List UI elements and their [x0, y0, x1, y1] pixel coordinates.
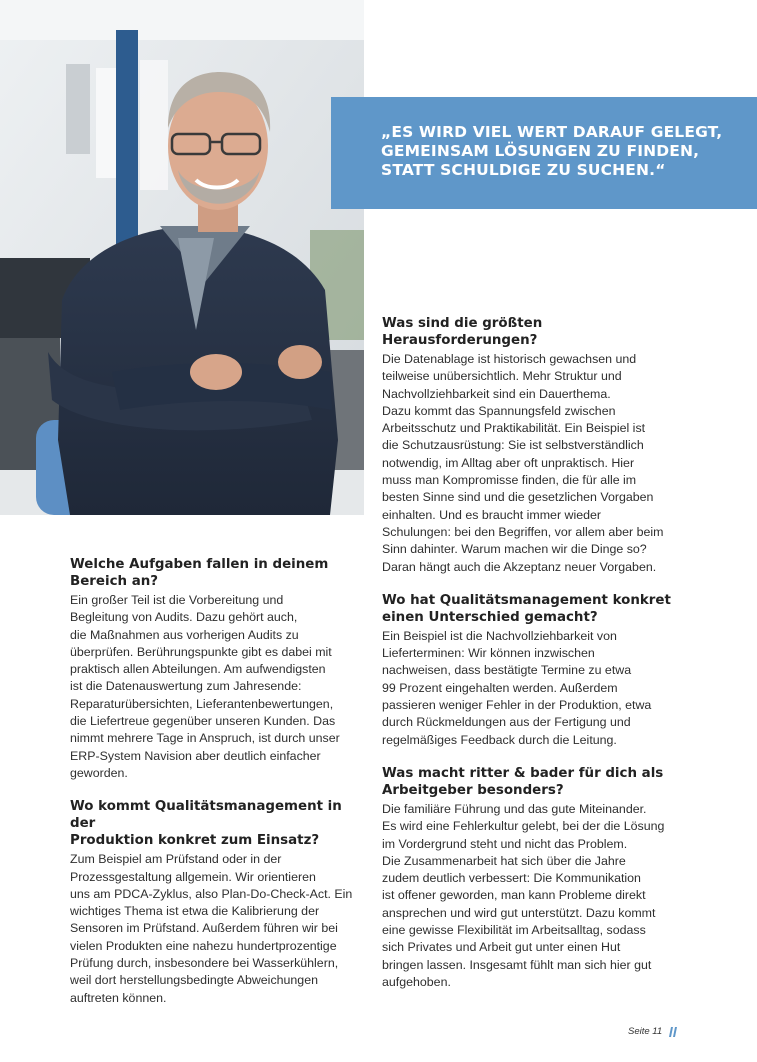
section-body: [70, 851, 362, 1007]
body-line: die Maßnahmen aus vorherigen Audits zu: [70, 627, 299, 642]
body-line: teilweise unübersichtlich. Mehr Struktur und: [382, 369, 622, 384]
body-line: auftreten können.: [70, 990, 167, 1005]
section-heading: [382, 592, 682, 626]
body-line: Zum Beispiel am Prüfstand oder in der: [70, 852, 282, 867]
body-line: regelmäßiges Feedback durch die Leitung.: [382, 732, 617, 747]
quote-line: „ES WIRD VIEL WERT DARAUF GELEGT,: [381, 123, 723, 141]
body-line: im Vordergrund steht und nicht das Problem.: [382, 836, 628, 851]
body-line: bringen lassen. Insgesamt fühlt man sich hier gut: [382, 957, 652, 972]
heading-line: Produktion konkret zum Einsatz?: [70, 833, 320, 849]
section-body: [382, 801, 682, 991]
body-line: die Liefertreue gegenüber unseren Kunden. Das: [70, 714, 336, 729]
section-heading: [382, 765, 682, 799]
heading-line: Was sind die größten: [382, 316, 543, 331]
body-line: geworden.: [70, 765, 128, 780]
body-line: Es wird eine Fehlerkultur gelebt, bei der die Lösung: [382, 819, 665, 834]
heading-line: Was macht ritter & bader für dich als: [382, 765, 664, 781]
body-line: besten Sinne sind und die gesetzlichen Vorgaben: [382, 490, 654, 505]
section-heading: [70, 798, 362, 849]
body-line: nachweisen, dass bestätigte Termine zu etwa: [382, 663, 632, 678]
quote-line: STATT SCHULDIGE ZU SUCHEN.“: [381, 161, 666, 179]
body-line: Lieferterminen: Wir können inzwischen: [382, 646, 595, 661]
heading-line: Arbeitgeber besonders?: [382, 782, 564, 798]
pull-quote-text: [381, 123, 727, 180]
section-heading: [70, 556, 362, 590]
body-line: praktisch allen Abteilungen. Am aufwendigsten: [70, 662, 326, 677]
section-unterschied: [382, 592, 682, 749]
body-line: Prüfung durch, insbesondere bei Wasserkühlern,: [70, 956, 339, 971]
body-line: passieren weniger Fehler in der Produktion, etwa: [382, 698, 652, 713]
body-line: Ein Beispiel ist die Nachvollziehbarkeit von: [382, 628, 617, 643]
heading-line: einen Unterschied gemacht?: [382, 609, 598, 625]
body-line: weil dort herstellungsbedingte Abweichungen: [70, 973, 318, 988]
heading-line: Herausforderungen?: [382, 333, 538, 348]
body-line: ansprechen und wird gut unterstützt. Dazu kommt: [382, 905, 656, 920]
body-line: vielen Produkten eine nahezu hundertprozentige: [70, 938, 337, 953]
body-line: Nachvollziehbarkeit sind ein Dauerthema.: [382, 386, 611, 401]
body-line: 99 Prozent eingehalten werden. Außerdem: [382, 680, 618, 695]
section-heading: [382, 315, 682, 349]
body-line: Ein großer Teil ist die Vorbereitung und: [70, 593, 284, 607]
page-marker-icon: [669, 1027, 677, 1037]
body-line: Schulungen: bei den Begriffen, vor allem aber beim: [382, 524, 664, 539]
section-aufgaben: [70, 556, 362, 782]
page-number: Seite 11: [628, 1026, 663, 1037]
body-line: Die familiäre Führung und das gute Miteinander.: [382, 801, 647, 816]
body-line: einhalten. Und es braucht immer wieder: [382, 507, 602, 522]
body-line: aufgehoben.: [382, 974, 451, 989]
body-line: Dazu kommt das Spannungsfeld zwischen: [382, 403, 616, 418]
body-line: durch Rückmeldungen aus der Fertigung und: [382, 715, 631, 730]
body-line: wichtiges Thema ist etwa die Kalibrierung der: [70, 904, 320, 919]
heading-line: Bereich an?: [70, 574, 159, 589]
right-column: [382, 315, 682, 1007]
quote-line: GEMEINSAM LÖSUNGEN ZU FINDEN,: [381, 142, 700, 160]
heading-line: Wo kommt Qualitätsmanagement in der: [70, 799, 342, 832]
section-body: [70, 592, 362, 782]
body-line: Sensoren im Prüfstand. Außerdem führen wir bei: [70, 921, 338, 936]
body-line: die Schutzausrüstung: Sie ist selbstverständlich: [382, 438, 644, 453]
body-line: Prozessgestaltung allgemein. Wir orientieren: [70, 869, 316, 884]
body-line: Die Datenablage ist historisch gewachsen und: [382, 352, 637, 366]
section-body: [382, 628, 682, 749]
section-produktion: [70, 798, 362, 1007]
section-herausforderungen: [382, 315, 682, 576]
body-line: notwendig, im Alltag aber oft unpraktisch. Hier: [382, 455, 635, 470]
body-line: Daran hängt auch die Akzeptanz neuer Vorgaben.: [382, 559, 657, 574]
body-line: Die Zusammenarbeit hat sich über die Jahre: [382, 853, 626, 868]
body-line: Arbeitsschutz und Praktikabilität. Ein Beispiel ist: [382, 421, 646, 436]
left-column: [70, 556, 362, 1023]
body-line: muss man Kompromisse finden, die für alle im: [382, 473, 637, 488]
body-line: Sinn dahinter. Warum machen wir die Dinge so?: [382, 542, 647, 557]
portrait-illustration: [0, 0, 364, 515]
body-line: Begleitung von Audits. Dazu gehört auch,: [70, 610, 298, 625]
body-line: nimmt mehrere Tage in Anspruch, ist durch unser: [70, 731, 340, 746]
pull-quote: [331, 97, 757, 209]
body-line: Reparaturübersichten, Lieferantenbewertungen,: [70, 696, 334, 711]
body-line: ist offener geworden, man kann Probleme direkt: [382, 888, 646, 903]
body-line: uns am PDCA-Zyklus, also Plan-Do-Check-Act. Ein: [70, 886, 353, 901]
section-body: [382, 351, 682, 576]
portrait-photo: [0, 0, 364, 515]
body-line: eine gewisse Flexibilität im Arbeitsalltag, sodass: [382, 923, 646, 938]
body-line: überprüfen. Berührungspunkte gibt es dabei mit: [70, 644, 332, 659]
body-line: sich Privates und Arbeit gut unter einen Hut: [382, 940, 621, 955]
heading-line: Wo hat Qualitätsmanagement konkret: [382, 592, 671, 608]
heading-line: Welche Aufgaben fallen in deinem: [70, 557, 329, 572]
section-arbeitgeber: [382, 765, 682, 991]
body-line: ERP-System Navision aber deutlich einfacher: [70, 748, 321, 763]
body-line: zudem deutlich verbessert: Die Kommunikation: [382, 871, 641, 886]
body-line: ist die Datenauswertung zum Jahresende:: [70, 679, 302, 694]
